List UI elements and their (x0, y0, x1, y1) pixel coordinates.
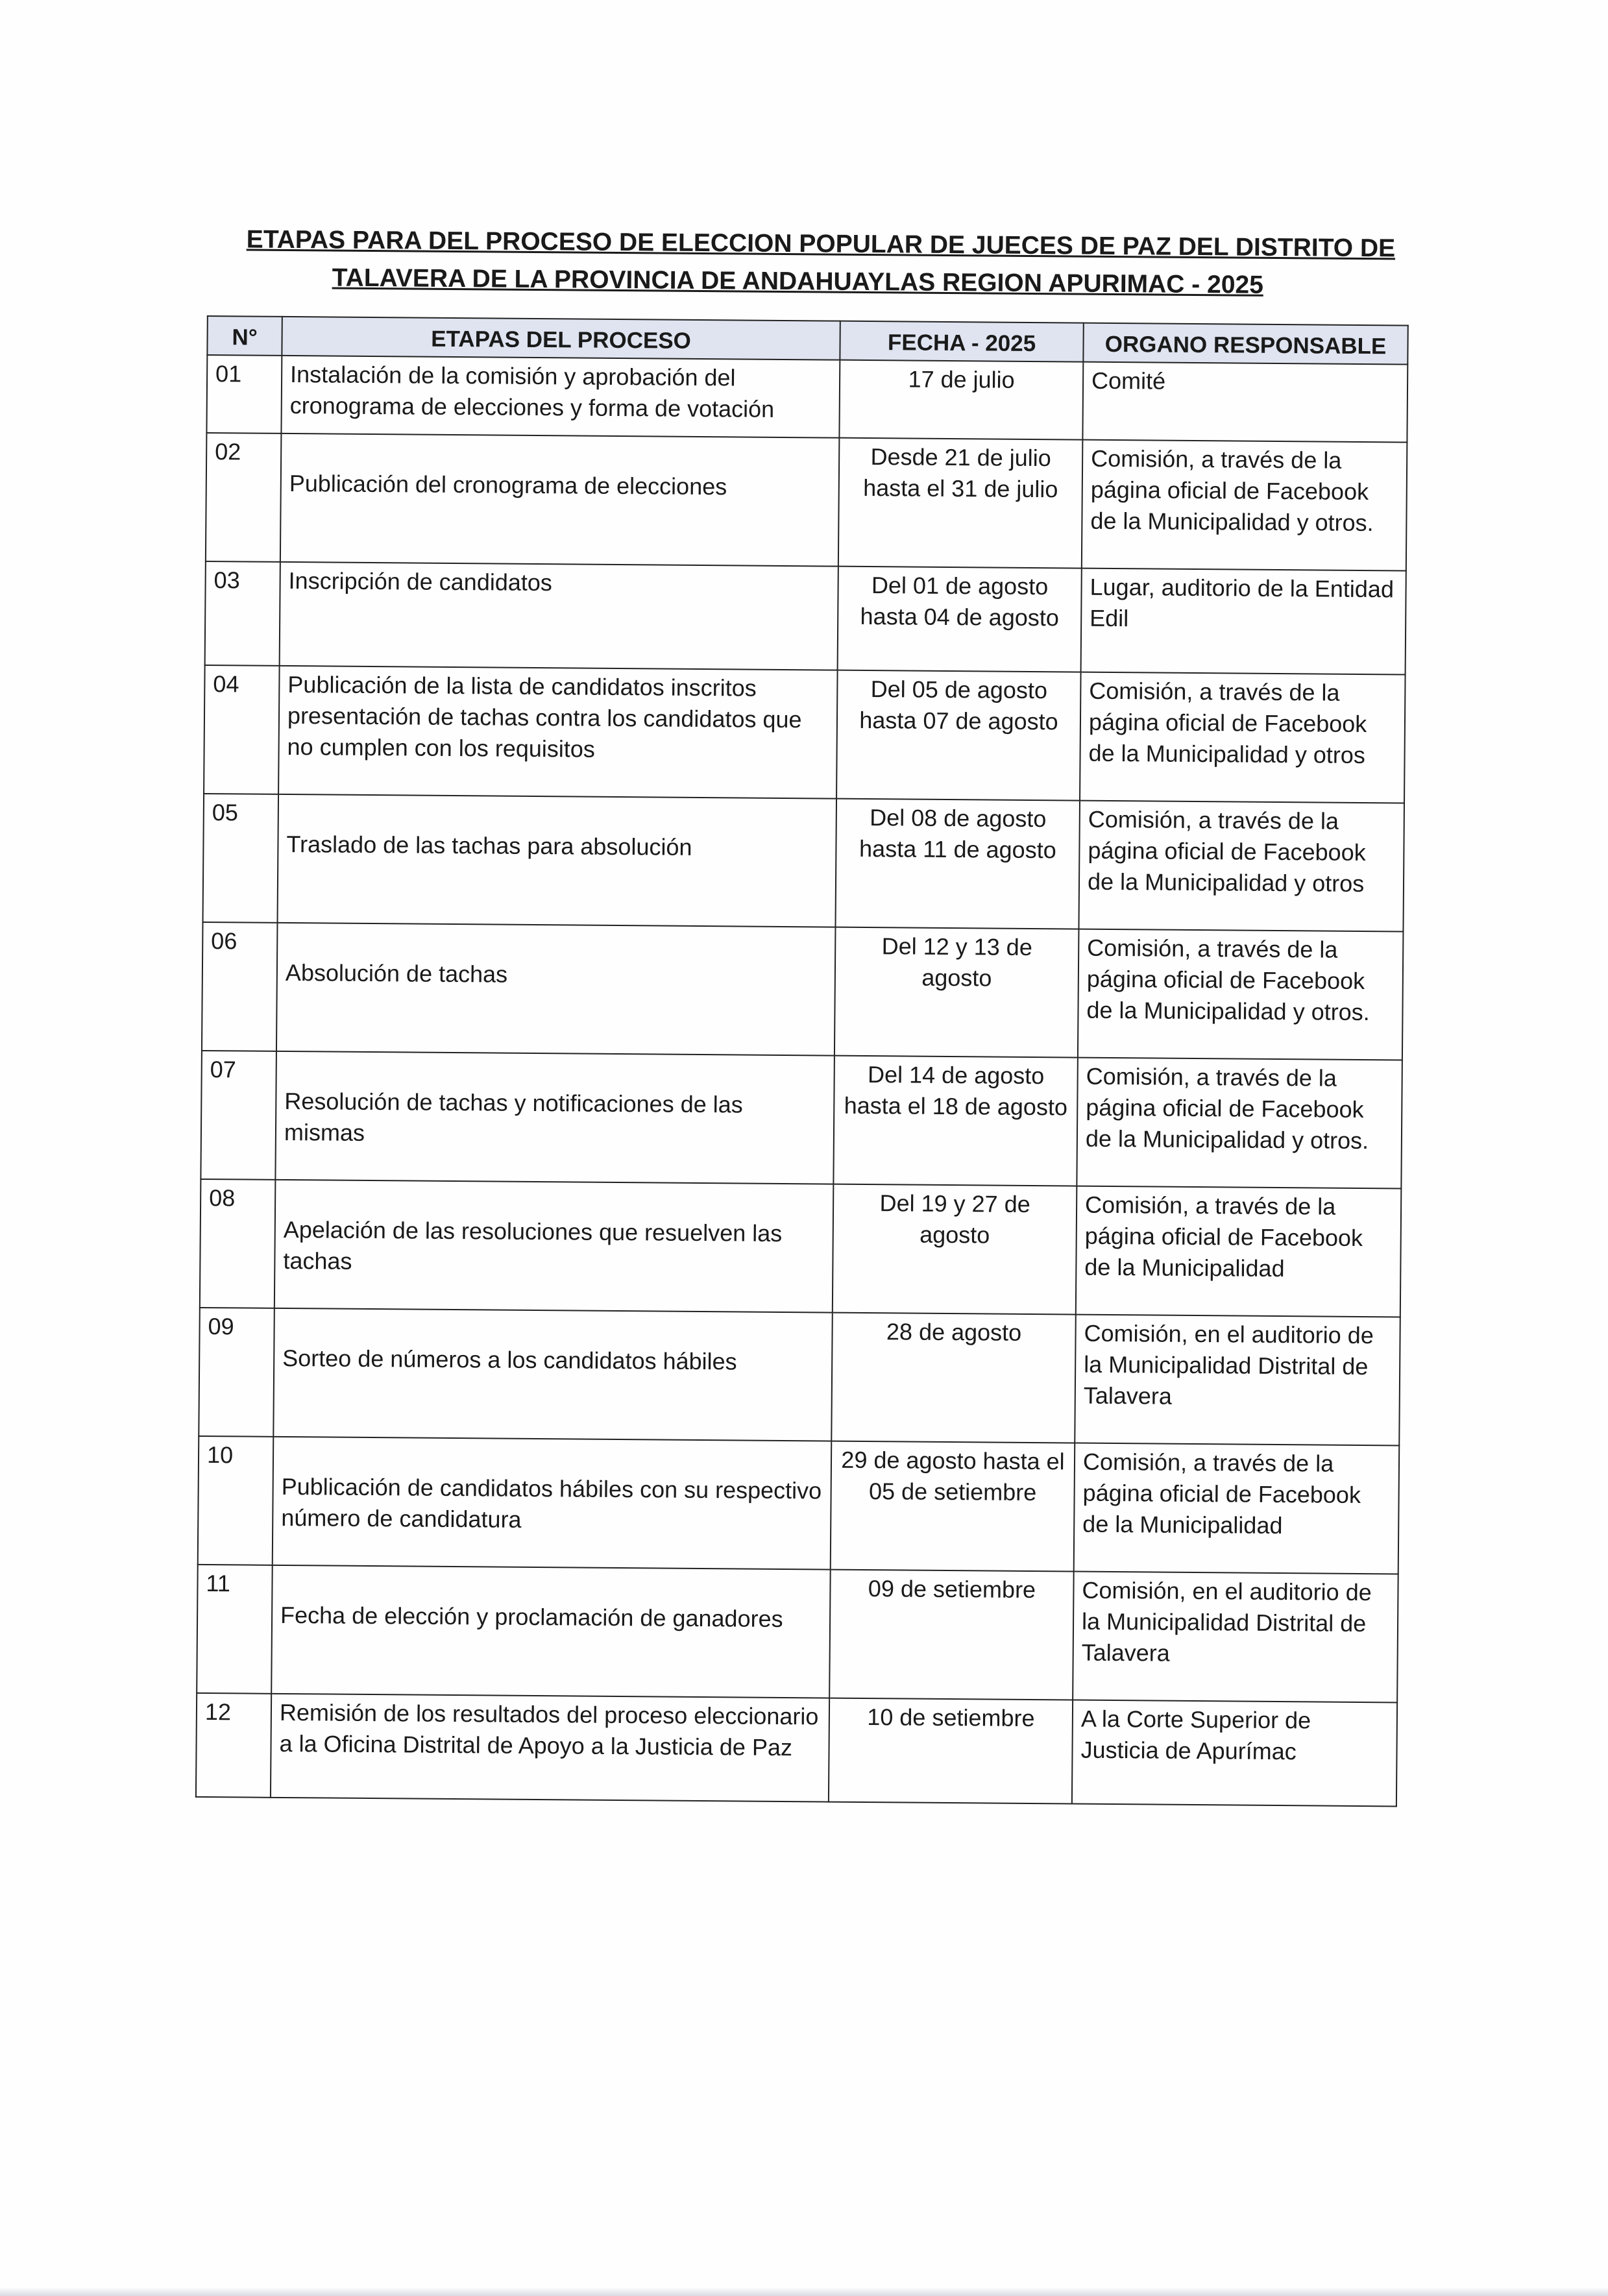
row-num: 01 (206, 355, 282, 434)
row-org: Comité (1082, 362, 1407, 443)
row-org: Comisión, a través de la página oficial de Facebook de la Municipalidad (1074, 1443, 1400, 1574)
table-row (206, 433, 1407, 571)
row-org: Comisión, a través de la página oficial de Facebook de la Municipalidad y otros. (1082, 440, 1407, 571)
row-date: 10 de setiembre (829, 1698, 1073, 1804)
scan-edge-shadow (0, 2287, 1608, 2296)
table-row (196, 1693, 1397, 1807)
row-stage (278, 666, 838, 799)
row-stage (274, 1180, 834, 1313)
row-stage (273, 1308, 833, 1441)
table-row (197, 1565, 1398, 1703)
row-stage (280, 434, 840, 567)
table-row (200, 1179, 1401, 1317)
row-date: Del 12 y 13 de agosto (834, 927, 1079, 1058)
row-date: Del 14 de agosto hasta el 18 de agosto (833, 1056, 1078, 1186)
row-date: Del 08 de agosto hasta 11 de agosto (835, 799, 1080, 929)
row-num: 03 (205, 561, 280, 666)
row-date: 29 de agosto hasta el 05 de setiembre (831, 1441, 1075, 1572)
row-org: Comisión, en el auditorio de la Municipalidad Distrital de Talavera (1073, 1572, 1398, 1703)
header-stage: ETAPAS DEL PROCESO (282, 317, 840, 360)
row-stage (271, 1565, 831, 1698)
table-row (198, 1436, 1399, 1574)
title-line-1: ETAPAS PARA DEL PROCESO DE ELECCION POPULAR DE JUECES DE PAZ DEL DISTRITO DE (246, 225, 1396, 263)
row-stage (275, 1051, 834, 1184)
row-stage-text: Traslado de las tachas para absolución (286, 830, 692, 861)
row-stage-text: Publicación de candidatos hábiles con su respectivo número de candidatura (281, 1472, 822, 1533)
row-num: 06 (202, 922, 278, 1051)
row-stage (280, 562, 838, 670)
row-org: Comisión, a través de la página oficial de Facebook de la Municipalidad y otros (1080, 672, 1406, 803)
row-date: Desde 21 de julio hasta el 31 de julio (838, 438, 1083, 568)
table-row (206, 355, 1407, 443)
row-stage-text: Remisión de los resultados del proceso eleccionario a la Oficina Distrital de Apoyo a la Justicia de Paz (279, 1698, 819, 1761)
header-org: ORGANO RESPONSABLE (1083, 323, 1407, 365)
row-num: 05 (203, 794, 279, 923)
header-num: N° (207, 316, 282, 356)
document-body (195, 221, 1408, 1807)
table-row (199, 1308, 1400, 1446)
row-date: 17 de julio (839, 360, 1083, 440)
row-org: Comisión, a través de la página oficial de Facebook de la Municipalidad y otros. (1077, 1058, 1402, 1189)
title-line-2: TALAVERA DE LA PROVINCIA DE ANDAHUAYLAS REGION APURIMAC - 2025 (332, 263, 1264, 299)
header-date: FECHA - 2025 (840, 321, 1083, 362)
row-stage (273, 1437, 832, 1570)
table-row (201, 1051, 1402, 1189)
row-stage-text: Instalación de la comisión y aprobación del cronograma de elecciones y forma de votación (289, 361, 775, 422)
row-num: 04 (204, 665, 280, 794)
row-org: Comisión, a través de la página oficial de Facebook de la Municipalidad y otros. (1078, 929, 1404, 1060)
schedule-table (195, 315, 1409, 1807)
row-date: 09 de setiembre (829, 1570, 1074, 1700)
table-row (205, 561, 1406, 675)
row-num: 08 (200, 1179, 276, 1308)
row-num: 09 (199, 1308, 274, 1437)
row-org: Lugar, auditorio de la Entidad Edil (1081, 568, 1406, 675)
row-stage (271, 1694, 829, 1802)
row-date: Del 19 y 27 de agosto (833, 1184, 1077, 1315)
row-num: 02 (206, 433, 282, 562)
row-date: Del 05 de agosto hasta 07 de agosto (836, 670, 1081, 801)
document-title (246, 221, 1396, 304)
row-stage-text: Publicación del cronograma de elecciones (289, 470, 727, 500)
table-row (203, 794, 1404, 932)
row-org: Comisión, a través de la página oficial de Facebook de la Municipalidad y otros (1078, 801, 1404, 932)
row-stage-text: Fecha de elección y proclamación de ganadores (280, 1601, 783, 1633)
row-stage-text: Publicación de la lista de candidatos inscritos presentación de tachas contra los candidatos que no cumplen con los requisitos (287, 670, 802, 763)
row-stage-text: Absolución de tachas (285, 959, 508, 988)
row-stage-text: Apelación de las resoluciones que resuelven las tachas (283, 1215, 783, 1275)
row-date: Del 01 de agosto hasta 04 de agosto (838, 567, 1082, 672)
table-row (202, 922, 1403, 1060)
table-row (204, 665, 1405, 803)
row-num: 07 (201, 1051, 276, 1180)
row-stage (276, 923, 836, 1056)
row-org: A la Corte Superior de Justicia de Apurímac (1072, 1700, 1397, 1807)
row-stage-text: Resolución de tachas y notificaciones de las mismas (284, 1087, 743, 1146)
row-stage-text: Inscripción de candidatos (288, 567, 553, 596)
row-date: 28 de agosto (831, 1313, 1076, 1443)
row-org: Comisión, en el auditorio de la Municipalidad Distrital de Talavera (1075, 1315, 1400, 1446)
row-num: 12 (196, 1693, 271, 1798)
row-org: Comisión, a través de la página oficial de Facebook de la Municipalidad (1076, 1186, 1402, 1317)
row-stage-text: Sorteo de números a los candidatos hábiles (282, 1344, 737, 1375)
row-stage (278, 794, 837, 927)
row-stage (281, 356, 840, 438)
row-num: 11 (197, 1565, 273, 1694)
row-num: 10 (198, 1436, 274, 1565)
